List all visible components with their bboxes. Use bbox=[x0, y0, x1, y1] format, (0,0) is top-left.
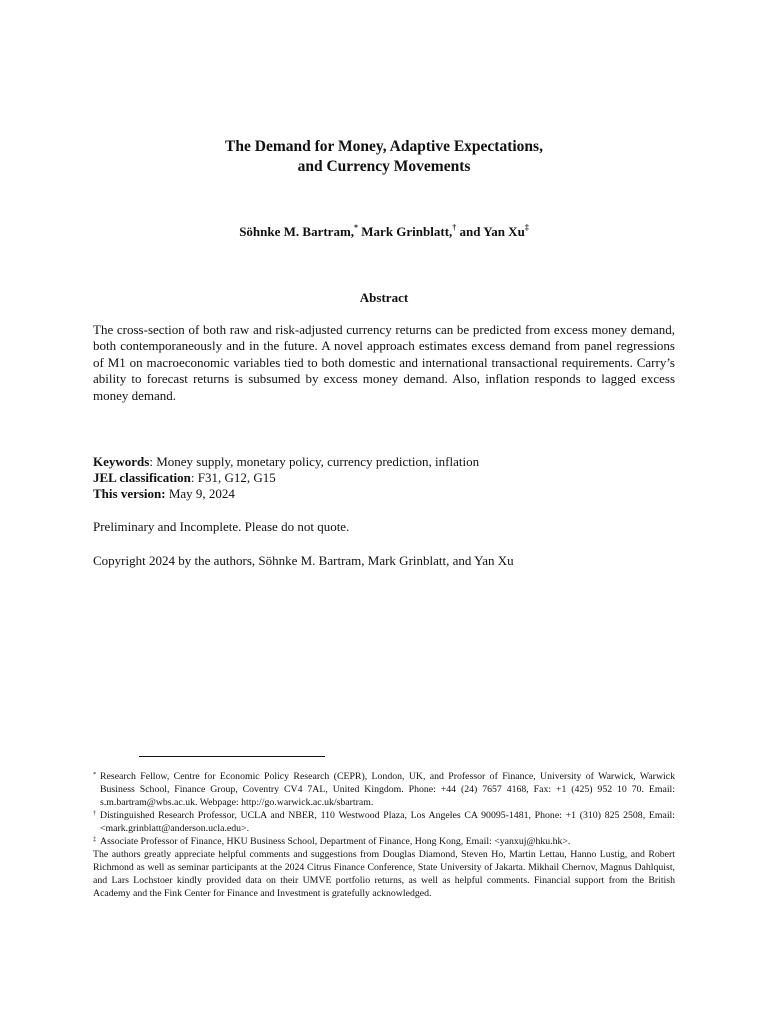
author-name: Mark Grinblatt, bbox=[361, 224, 453, 239]
author-name: and Yan Xu bbox=[459, 224, 525, 239]
version-value: May 9, 2024 bbox=[165, 486, 235, 501]
author-list bbox=[0, 224, 768, 240]
author-footnote-mark: ‡ bbox=[524, 223, 529, 232]
keywords-value: : Money supply, monetary policy, currency prediction, inflation bbox=[149, 454, 480, 469]
footnote-item: ‡ Associate Professor of Finance, HKU Business School, Department of Finance, Hong Kong, Email: <yanxuj@hku.hk>. bbox=[93, 836, 571, 847]
acknowledgment-note: The authors greatly appreciate helpful comments and suggestions from Douglas Diamond, Steven Ho, Martin Lettau, Hanno Lustig, and Robert Richmond as well as seminar participants at the 2024 Citrus Finance Conference, State University of Jakarta. Mikhail Chernov, Magnus Dahlquist, and Lars Lochstoer kindly provided data on their UMVE portfolio returns, as well as helpful comments. Financial support from the British Academy and the Fink Center for Finance and Investment is gratefully acknowledged. bbox=[93, 849, 675, 899]
abstract-heading: Abstract bbox=[359, 290, 409, 305]
keywords-line bbox=[93, 454, 675, 470]
footnote-text: Distinguished Research Professor, UCLA and NBER, 110 Westwood Plaza, Los Angeles CA 90095-1481, Phone: +1 (310) 825 2508, Email: <mark.grinblatt@anderson.ucla.edu>. bbox=[100, 810, 675, 834]
footnote-item: † Distinguished Research Professor, UCLA and NBER, 110 Westwood Plaza, Los Angeles CA 90095-1481, Phone: +1 (310) 825 2508, Email: <mark.grinblatt@anderson.ucla.edu>. bbox=[93, 810, 675, 834]
author-footnote-mark: † bbox=[452, 223, 457, 232]
keywords-label: Keywords bbox=[93, 454, 150, 469]
paper-title bbox=[0, 137, 768, 176]
footnote-separator bbox=[139, 756, 325, 757]
footnote-text: Associate Professor of Finance, HKU Business School, Department of Finance, Hong Kong, Email: <yanxuj@hku.hk>. bbox=[100, 836, 571, 847]
author-name: Söhnke M. Bartram, bbox=[239, 224, 355, 239]
footnote-text: Research Fellow, Centre for Economic Policy Research (CEPR), London, UK, and Professor of Finance, University of Warwick, Warwick Business School, Finance Group, Coventry CV4 7AL, United Kingdom. Phone: +44 (24) 7657 4168, Fax: +1 (425) 952 10 70. Email: s.m.bartram@wbs.ac.uk. Webpage: http://go.warwick.ac.uk/sbartram. bbox=[100, 771, 675, 808]
abstract-text: The cross-section of both raw and risk-adjusted currency returns can be predicted from excess money demand, both contemporaneously and in the future. A novel approach estimates excess demand from panel regressions of M1 on macroeconomic variables tied to both domestic and international transactional requirements. Carry’s ability to forecast returns is subsumed by excess money demand. Also, inflation responds to lagged excess money demand. bbox=[93, 322, 675, 403]
jel-line bbox=[93, 470, 675, 486]
footnote-item: * Research Fellow, Centre for Economic Policy Research (CEPR), London, UK, and Professor of Finance, University of Warwick, Warwick Business School, Finance Group, Coventry CV4 7AL, United Kingdom. Phone: +44 (24) 7657 4168, Fax: +1 (425) 952 10 70. Email: s.m.bartram@wbs.ac.uk. Webpage: http://go.warwick.ac.uk/sbartram. bbox=[93, 771, 675, 808]
version-label: This version: bbox=[93, 486, 166, 501]
copyright-notice: Copyright 2024 by the authors, Söhnke M. Bartram, Mark Grinblatt, and Yan Xu bbox=[93, 553, 514, 568]
author-footnote-mark: * bbox=[354, 223, 359, 232]
version-line bbox=[93, 486, 675, 502]
jel-value: : F31, G12, G15 bbox=[190, 470, 276, 485]
paper-metadata bbox=[93, 454, 675, 502]
footnotes bbox=[93, 770, 675, 900]
paper-title-line-1: The Demand for Money, Adaptive Expectations, bbox=[225, 138, 543, 155]
preliminary-notice: Preliminary and Incomplete. Please do not quote. bbox=[93, 519, 350, 534]
paper-title-line-2: and Currency Movements bbox=[297, 157, 471, 175]
jel-label: JEL classification bbox=[93, 470, 191, 485]
